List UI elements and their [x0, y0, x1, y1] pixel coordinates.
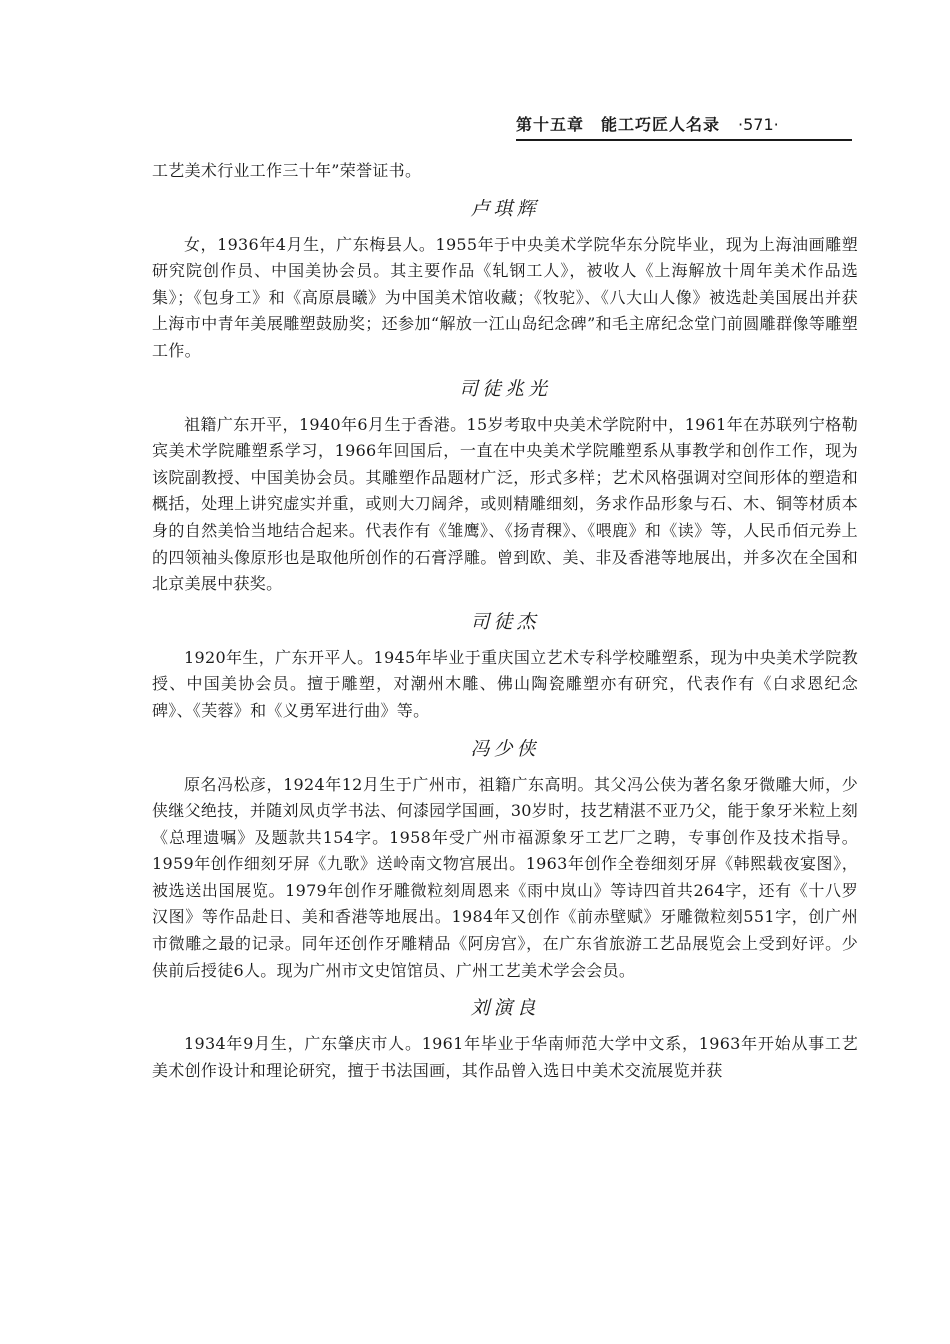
- entry-heading: 卢琪辉: [470, 197, 540, 220]
- entry-paragraph: 1920年生，广东开平人。1945年毕业于重庆国立艺术专科学校雕塑系，现为中央美术学院教授、中国美协会员。擅于雕塑，对潮州木雕、佛山陶瓷雕塑亦有研究，代表作有《白求恩纪念碑》、《芙蓉》和《义勇军进行曲》等。: [152, 647, 858, 720]
- entry-heading: 冯少侠: [470, 737, 540, 760]
- entry-paragraph: 女，1936年4月生，广东梅县人。1955年于中央美术学院华东分院毕业，现为上海油画雕塑研究院创作员、中国美协会员。其主要作品《轧钢工人》，被收人《上海解放十周年美术作品选集》；《包身工》和《高原晨曦》为中国美术馆收藏；《牧驼》、《八大山人像》被选赴美国展出并获上海市中青年美展雕塑鼓励奖；还参加“解放一江山岛纪念碑”和毛主席纪念堂门前圆雕群像等雕塑工作。: [152, 234, 858, 360]
- entry-paragraph: 原名冯松彦，1924年12月生于广州市，祖籍广东高明。其父冯公侠为著名象牙微雕大师，少侠继父绝技，并随刘凤贞学书法、何漆园学国画，30岁时，技艺精湛不亚乃父，能于象牙米粒上刻《总理遗嘱》及题款共154字。1958年受广州市福源象牙工艺厂之聘，专事创作及技术指导。1959年创作细刻牙屏《九歌》送岭南文物宫展出。1963年创作全卷细刻牙屏《韩熙载夜宴图》，被选送出国展览。1979年创作牙雕微粒刻周恩来《雨中岚山》等诗四首共264字，还有《十八罗汉图》等作品赴日、美和香港等地展出。1984年又创作《前赤壁赋》牙雕微粒刻551字，创广州市微雕之最的记录。同年还创作牙雕精品《阿房宫》，在广东省旅游工艺品展览会上受到好评。少侠前后授徒6人。现为广州市文史馆馆员、广州工艺美术学会会员。: [152, 774, 858, 980]
- chapter-title: 第十五章 能工巧匠人名录: [516, 115, 721, 134]
- entry-heading: 司徒杰: [470, 610, 540, 633]
- page-number: ·571·: [738, 115, 779, 134]
- entry-heading: 刘演良: [470, 997, 540, 1020]
- entry-heading: 司徒兆光: [458, 377, 551, 400]
- entry-paragraph: 祖籍广东开平，1940年6月生于香港。15岁考取中央美术学院附中，1961年在苏联列宁格勒宾美术学院雕塑系学习，1966年回国后，一直在中央美术学院雕塑系从事教学和创作工作，现为该院副教授、中国美协会员。其雕塑作品题材广泛，形式多样；艺术风格强调对空间形体的塑造和概括，处理上讲究虚实并重，或则大刀阔斧，或则精雕细刻，务求作品形象与石、木、铜等材质本身的自然美恰当地结合起来。代表作有《雏鹰》、《扬青稞》、《喂鹿》和《读》等，人民币佰元券上的四领袖头像原形也是取他所创作的石膏浮雕。曾到欧、美、非及香港等地展出，并多次在全国和北京美展中获奖。: [152, 414, 858, 594]
- entry-paragraph: 1934年9月生，广东肇庆市人。1961年毕业于华南师范大学中文系，1963年开始从事工艺美术创作设计和理论研究，擅于书法国画，其作品曾入选日中美术交流展览并获: [152, 1034, 858, 1080]
- continued-paragraph: 工艺美术行业工作三十年”荣誉证书。: [152, 161, 422, 180]
- page-body: [152, 158, 858, 1084]
- running-header: [516, 112, 852, 141]
